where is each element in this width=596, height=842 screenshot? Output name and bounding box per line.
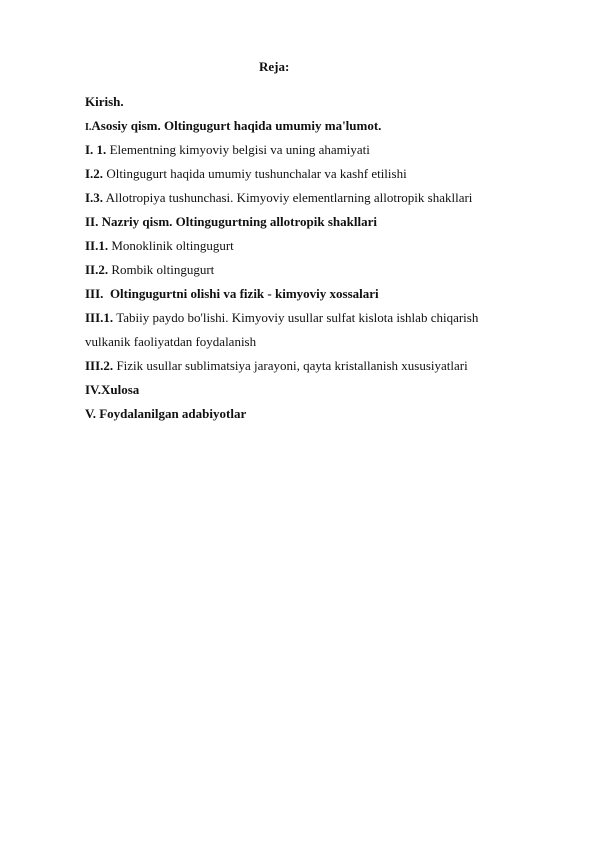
toc-text: Fizik usullar sublimatsiya jarayoni, qayta kristallanish xususiyatlari	[113, 358, 468, 373]
toc-number: II.	[85, 214, 99, 229]
toc-number: III.	[85, 286, 104, 301]
toc-text: V. Foydalanilgan adabiyotlar	[85, 406, 247, 421]
toc-number: III.1.	[85, 310, 114, 325]
toc-item	[85, 138, 545, 162]
toc-item	[85, 162, 545, 186]
toc-number: II.1.	[85, 238, 109, 253]
toc-number: I.	[85, 122, 92, 133]
toc-item	[85, 114, 545, 138]
toc-number: III.2.	[85, 358, 114, 373]
page-title: Reja:	[259, 59, 290, 74]
toc-text: Nazriy qism. Oltingugurtning allotropik shakllari	[98, 214, 377, 229]
toc-text: IV.Xulosa	[85, 382, 140, 397]
toc-item	[85, 90, 545, 114]
toc-item	[85, 378, 545, 402]
toc-item	[85, 282, 545, 306]
toc-item	[85, 354, 545, 378]
toc-number: II.2.	[85, 262, 109, 277]
toc-item	[85, 186, 545, 210]
toc-item	[85, 234, 545, 258]
table-of-contents	[85, 90, 545, 426]
toc-text: Monoklinik oltingugurt	[108, 238, 234, 253]
toc-text: Kirish.	[85, 94, 124, 109]
toc-item	[85, 210, 545, 234]
toc-item	[85, 306, 545, 330]
toc-text: vulkanik faoliyatdan foydalanish	[85, 334, 257, 349]
toc-number: I.3.	[85, 190, 104, 205]
toc-text: Oltingugurt haqida umumiy tushunchalar va kashf etilishi	[103, 166, 407, 181]
toc-text: Asosiy qism. Oltingugurt haqida umumiy ma'lumot.	[91, 118, 382, 133]
toc-number: I. 1.	[85, 142, 107, 157]
toc-text: Elementning kimyoviy belgisi va uning ahamiyati	[106, 142, 370, 157]
toc-text: Tabiiy paydo bo'lishi. Kimyoviy usullar sulfat kislota ishlab chiqarish	[113, 310, 479, 325]
toc-text: Rombik oltingugurt	[108, 262, 215, 277]
toc-text: Oltingugurtni olishi va fizik - kimyoviy xossalari	[103, 286, 379, 301]
toc-item	[85, 258, 545, 282]
toc-text: Allotropiya tushunchasi. Kimyoviy elementlarning allotropik shakllari	[103, 190, 473, 205]
toc-number: I.2.	[85, 166, 104, 181]
toc-item	[85, 330, 545, 354]
toc-item	[85, 402, 545, 426]
